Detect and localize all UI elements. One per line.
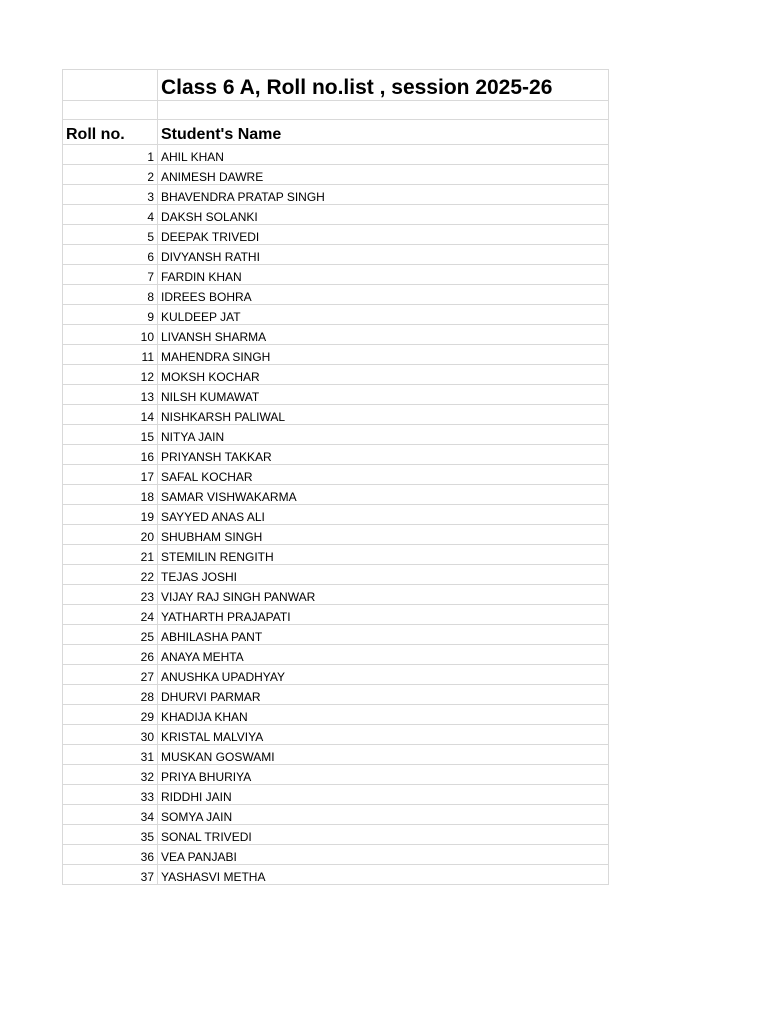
student-name-cell: SAFAL KOCHAR (158, 465, 609, 485)
roll-number-cell: 33 (63, 785, 158, 805)
student-name-cell: KHADIJA KHAN (158, 705, 609, 725)
table-row (63, 845, 609, 865)
table-row (63, 865, 609, 885)
table-row (63, 165, 609, 185)
table-row (63, 205, 609, 225)
roll-number-cell: 18 (63, 485, 158, 505)
sheet-title: Class 6 A, Roll no.list , session 2025-26 (158, 70, 609, 101)
table-row (63, 225, 609, 245)
table-row (63, 805, 609, 825)
table-row (63, 485, 609, 505)
student-name-cell: MAHENDRA SINGH (158, 345, 609, 365)
blank-cell (63, 101, 158, 120)
roll-number-cell: 14 (63, 405, 158, 425)
roll-number-cell: 8 (63, 285, 158, 305)
roll-number-cell: 2 (63, 165, 158, 185)
student-name-cell: PRIYANSH TAKKAR (158, 445, 609, 465)
table-row (63, 585, 609, 605)
student-name-cell: KULDEEP JAT (158, 305, 609, 325)
roll-number-cell: 30 (63, 725, 158, 745)
student-name-cell: LIVANSH SHARMA (158, 325, 609, 345)
table-row (63, 265, 609, 285)
roll-number-cell: 3 (63, 185, 158, 205)
table-row (63, 665, 609, 685)
student-name-cell: SAMAR VISHWAKARMA (158, 485, 609, 505)
title-spacer-cell (63, 70, 158, 101)
student-name-cell: ANAYA MEHTA (158, 645, 609, 665)
table-row (63, 745, 609, 765)
roll-no-header: Roll no. (63, 120, 158, 145)
table-row (63, 425, 609, 445)
title-row (63, 70, 609, 101)
roll-number-cell: 23 (63, 585, 158, 605)
table-row (63, 625, 609, 645)
table-row (63, 785, 609, 805)
table-row (63, 445, 609, 465)
roll-number-cell: 24 (63, 605, 158, 625)
table-row (63, 765, 609, 785)
student-name-cell: SONAL TRIVEDI (158, 825, 609, 845)
roll-number-cell: 31 (63, 745, 158, 765)
student-name-cell: SAYYED ANAS ALI (158, 505, 609, 525)
table-row (63, 365, 609, 385)
student-name-cell: NILSH KUMAWAT (158, 385, 609, 405)
roll-number-cell: 26 (63, 645, 158, 665)
roll-number-cell: 1 (63, 145, 158, 165)
roll-number-cell: 9 (63, 305, 158, 325)
student-name-cell: SHUBHAM SINGH (158, 525, 609, 545)
student-name-cell: NISHKARSH PALIWAL (158, 405, 609, 425)
roll-number-cell: 20 (63, 525, 158, 545)
student-name-cell: IDREES BOHRA (158, 285, 609, 305)
student-name-cell: DHURVI PARMAR (158, 685, 609, 705)
student-name-cell: DIVYANSH RATHI (158, 245, 609, 265)
roll-number-cell: 34 (63, 805, 158, 825)
table-row (63, 565, 609, 585)
student-name-cell: KRISTAL MALVIYA (158, 725, 609, 745)
student-name-cell: VEA PANJABI (158, 845, 609, 865)
table-row (63, 705, 609, 725)
roll-number-cell: 7 (63, 265, 158, 285)
table-row (63, 305, 609, 325)
roll-number-cell: 12 (63, 365, 158, 385)
table-row (63, 545, 609, 565)
roll-number-cell: 10 (63, 325, 158, 345)
table-row (63, 345, 609, 365)
student-name-cell: TEJAS JOSHI (158, 565, 609, 585)
roll-number-cell: 19 (63, 505, 158, 525)
roll-number-cell: 17 (63, 465, 158, 485)
student-name-cell: ANIMESH DAWRE (158, 165, 609, 185)
table-row (63, 825, 609, 845)
table-row (63, 685, 609, 705)
roll-number-cell: 4 (63, 205, 158, 225)
roll-number-cell: 25 (63, 625, 158, 645)
student-name-cell: YASHASVI METHA (158, 865, 609, 885)
student-name-cell: VIJAY RAJ SINGH PANWAR (158, 585, 609, 605)
roll-number-cell: 15 (63, 425, 158, 445)
roll-number-cell: 6 (63, 245, 158, 265)
student-name-cell: YATHARTH PRAJAPATI (158, 605, 609, 625)
student-name-cell: ANUSHKA UPADHYAY (158, 665, 609, 685)
roll-number-cell: 16 (63, 445, 158, 465)
table-row (63, 645, 609, 665)
roll-number-cell: 35 (63, 825, 158, 845)
table-row (63, 325, 609, 345)
student-name-cell: DAKSH SOLANKI (158, 205, 609, 225)
roll-list-table (62, 69, 609, 885)
roll-number-cell: 27 (63, 665, 158, 685)
table-row (63, 145, 609, 165)
roll-number-cell: 22 (63, 565, 158, 585)
table-row (63, 465, 609, 485)
table-row (63, 405, 609, 425)
roll-number-cell: 28 (63, 685, 158, 705)
student-name-cell: MOKSH KOCHAR (158, 365, 609, 385)
table-row (63, 285, 609, 305)
roll-list-body (63, 70, 609, 885)
roll-number-cell: 32 (63, 765, 158, 785)
roll-number-cell: 5 (63, 225, 158, 245)
student-name-cell: ABHILASHA PANT (158, 625, 609, 645)
student-name-cell: AHIL KHAN (158, 145, 609, 165)
roll-number-cell: 36 (63, 845, 158, 865)
table-row (63, 385, 609, 405)
student-name-cell: NITYA JAIN (158, 425, 609, 445)
roll-number-cell: 11 (63, 345, 158, 365)
student-name-cell: STEMILIN RENGITH (158, 545, 609, 565)
table-row (63, 605, 609, 625)
roll-number-cell: 21 (63, 545, 158, 565)
table-row (63, 505, 609, 525)
student-name-cell: RIDDHI JAIN (158, 785, 609, 805)
student-name-header: Student's Name (158, 120, 609, 145)
roll-number-cell: 29 (63, 705, 158, 725)
student-name-cell: FARDIN KHAN (158, 265, 609, 285)
blank-row (63, 101, 609, 120)
roll-number-cell: 13 (63, 385, 158, 405)
roll-number-cell: 37 (63, 865, 158, 885)
table-row (63, 725, 609, 745)
student-name-cell: SOMYA JAIN (158, 805, 609, 825)
header-row (63, 120, 609, 145)
table-row (63, 185, 609, 205)
student-name-cell: DEEPAK TRIVEDI (158, 225, 609, 245)
table-row (63, 245, 609, 265)
student-name-cell: BHAVENDRA PRATAP SINGH (158, 185, 609, 205)
blank-cell (158, 101, 609, 120)
table-row (63, 525, 609, 545)
student-name-cell: MUSKAN GOSWAMI (158, 745, 609, 765)
student-name-cell: PRIYA BHURIYA (158, 765, 609, 785)
